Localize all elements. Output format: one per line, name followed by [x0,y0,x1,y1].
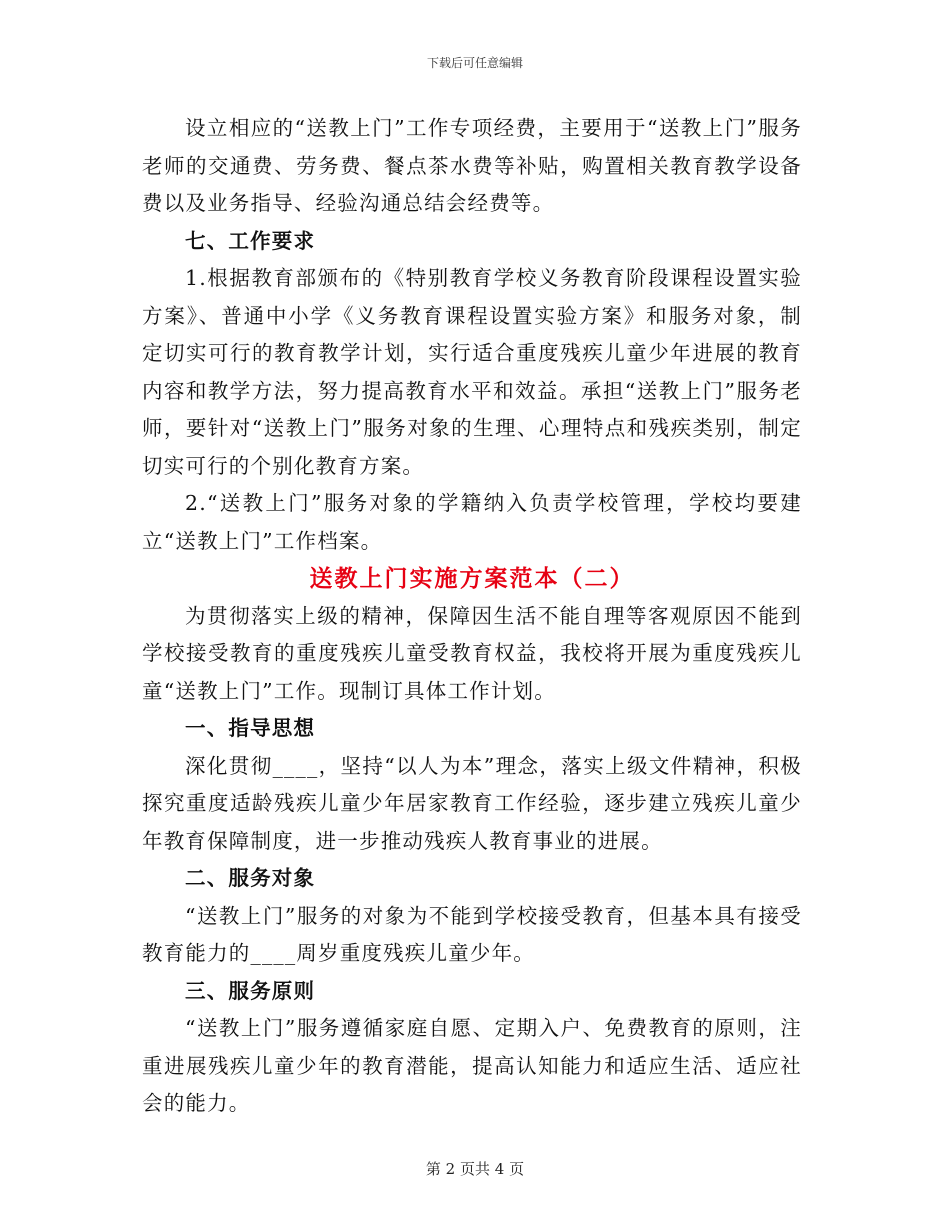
document-title: 送教上门实施方案范本（二） [309,565,635,592]
paragraph: 深化贯彻____，坚持“以人为本”理念，落实上级文件精神，积极探究重度适龄残疾儿童少年居家教育工作经验，逐步建立残疾儿童少年教育保障制度，进一步推动残疾人教育事业的进展。 [142,753,802,853]
section-after-title [142,598,802,1123]
paragraph: 设立相应的“送教上门”工作专项经费，主要用于“送教上门”服务老师的交通费、劳务费、餐点茶水费等补贴，购置相关教育教学设备费以及业务指导、经验沟通总结会经费等。 [142,116,802,215]
paragraph: “送教上门”服务的对象为不能到学校接受教育，但基本具有接受教育能力的____周岁重度残疾儿童少年。 [142,903,802,965]
paragraph: “送教上门”服务遵循家庭自愿、定期入户、免费教育的原则，注重进展残疾儿童少年的教育潜能，提高认知能力和适应生活、适应社会的能力。 [142,1016,802,1115]
paragraph: 为贯彻落实上级的精神，保障因生活不能自理等客观原因不能到学校接受教育的重度残疾儿童受教育权益，我校将开展为重度残疾儿童“送教上门”工作。现制订具体工作计划。 [142,603,802,703]
section-heading: 三、服务原则 [185,978,316,1003]
section-before-title [142,110,802,560]
document-body [142,110,802,1123]
section-heading: 二、服务对象 [185,866,316,890]
section-heading: 一、指导思想 [185,716,316,740]
paragraph: 2.“送教上门”服务对象的学籍纳入负责学校管理，学校均要建立“送教上门”工作档案。 [142,491,802,553]
section-heading: 七、工作要求 [185,228,316,253]
paragraph: 1.根据教育部颁布的《特别教育学校义务教育阶段课程设置实验方案》、普通中小学《义务教育课程设置实验方案》和服务对象，制定切实可行的教育教学计划，实行适合重度残疾儿童少年进展的教育内容和教学方法，努力提高教育水平和效益。承担“送教上门”服务老师，要针对“送教上门”服务对象的生理、心理特点和残疾类别，制定切实可行的个别化教育方案。 [142,266,802,478]
page-footer: 第 2 页共 4 页 [425,1160,525,1178]
page-header: 下载后可任意编辑 [426,56,523,70]
